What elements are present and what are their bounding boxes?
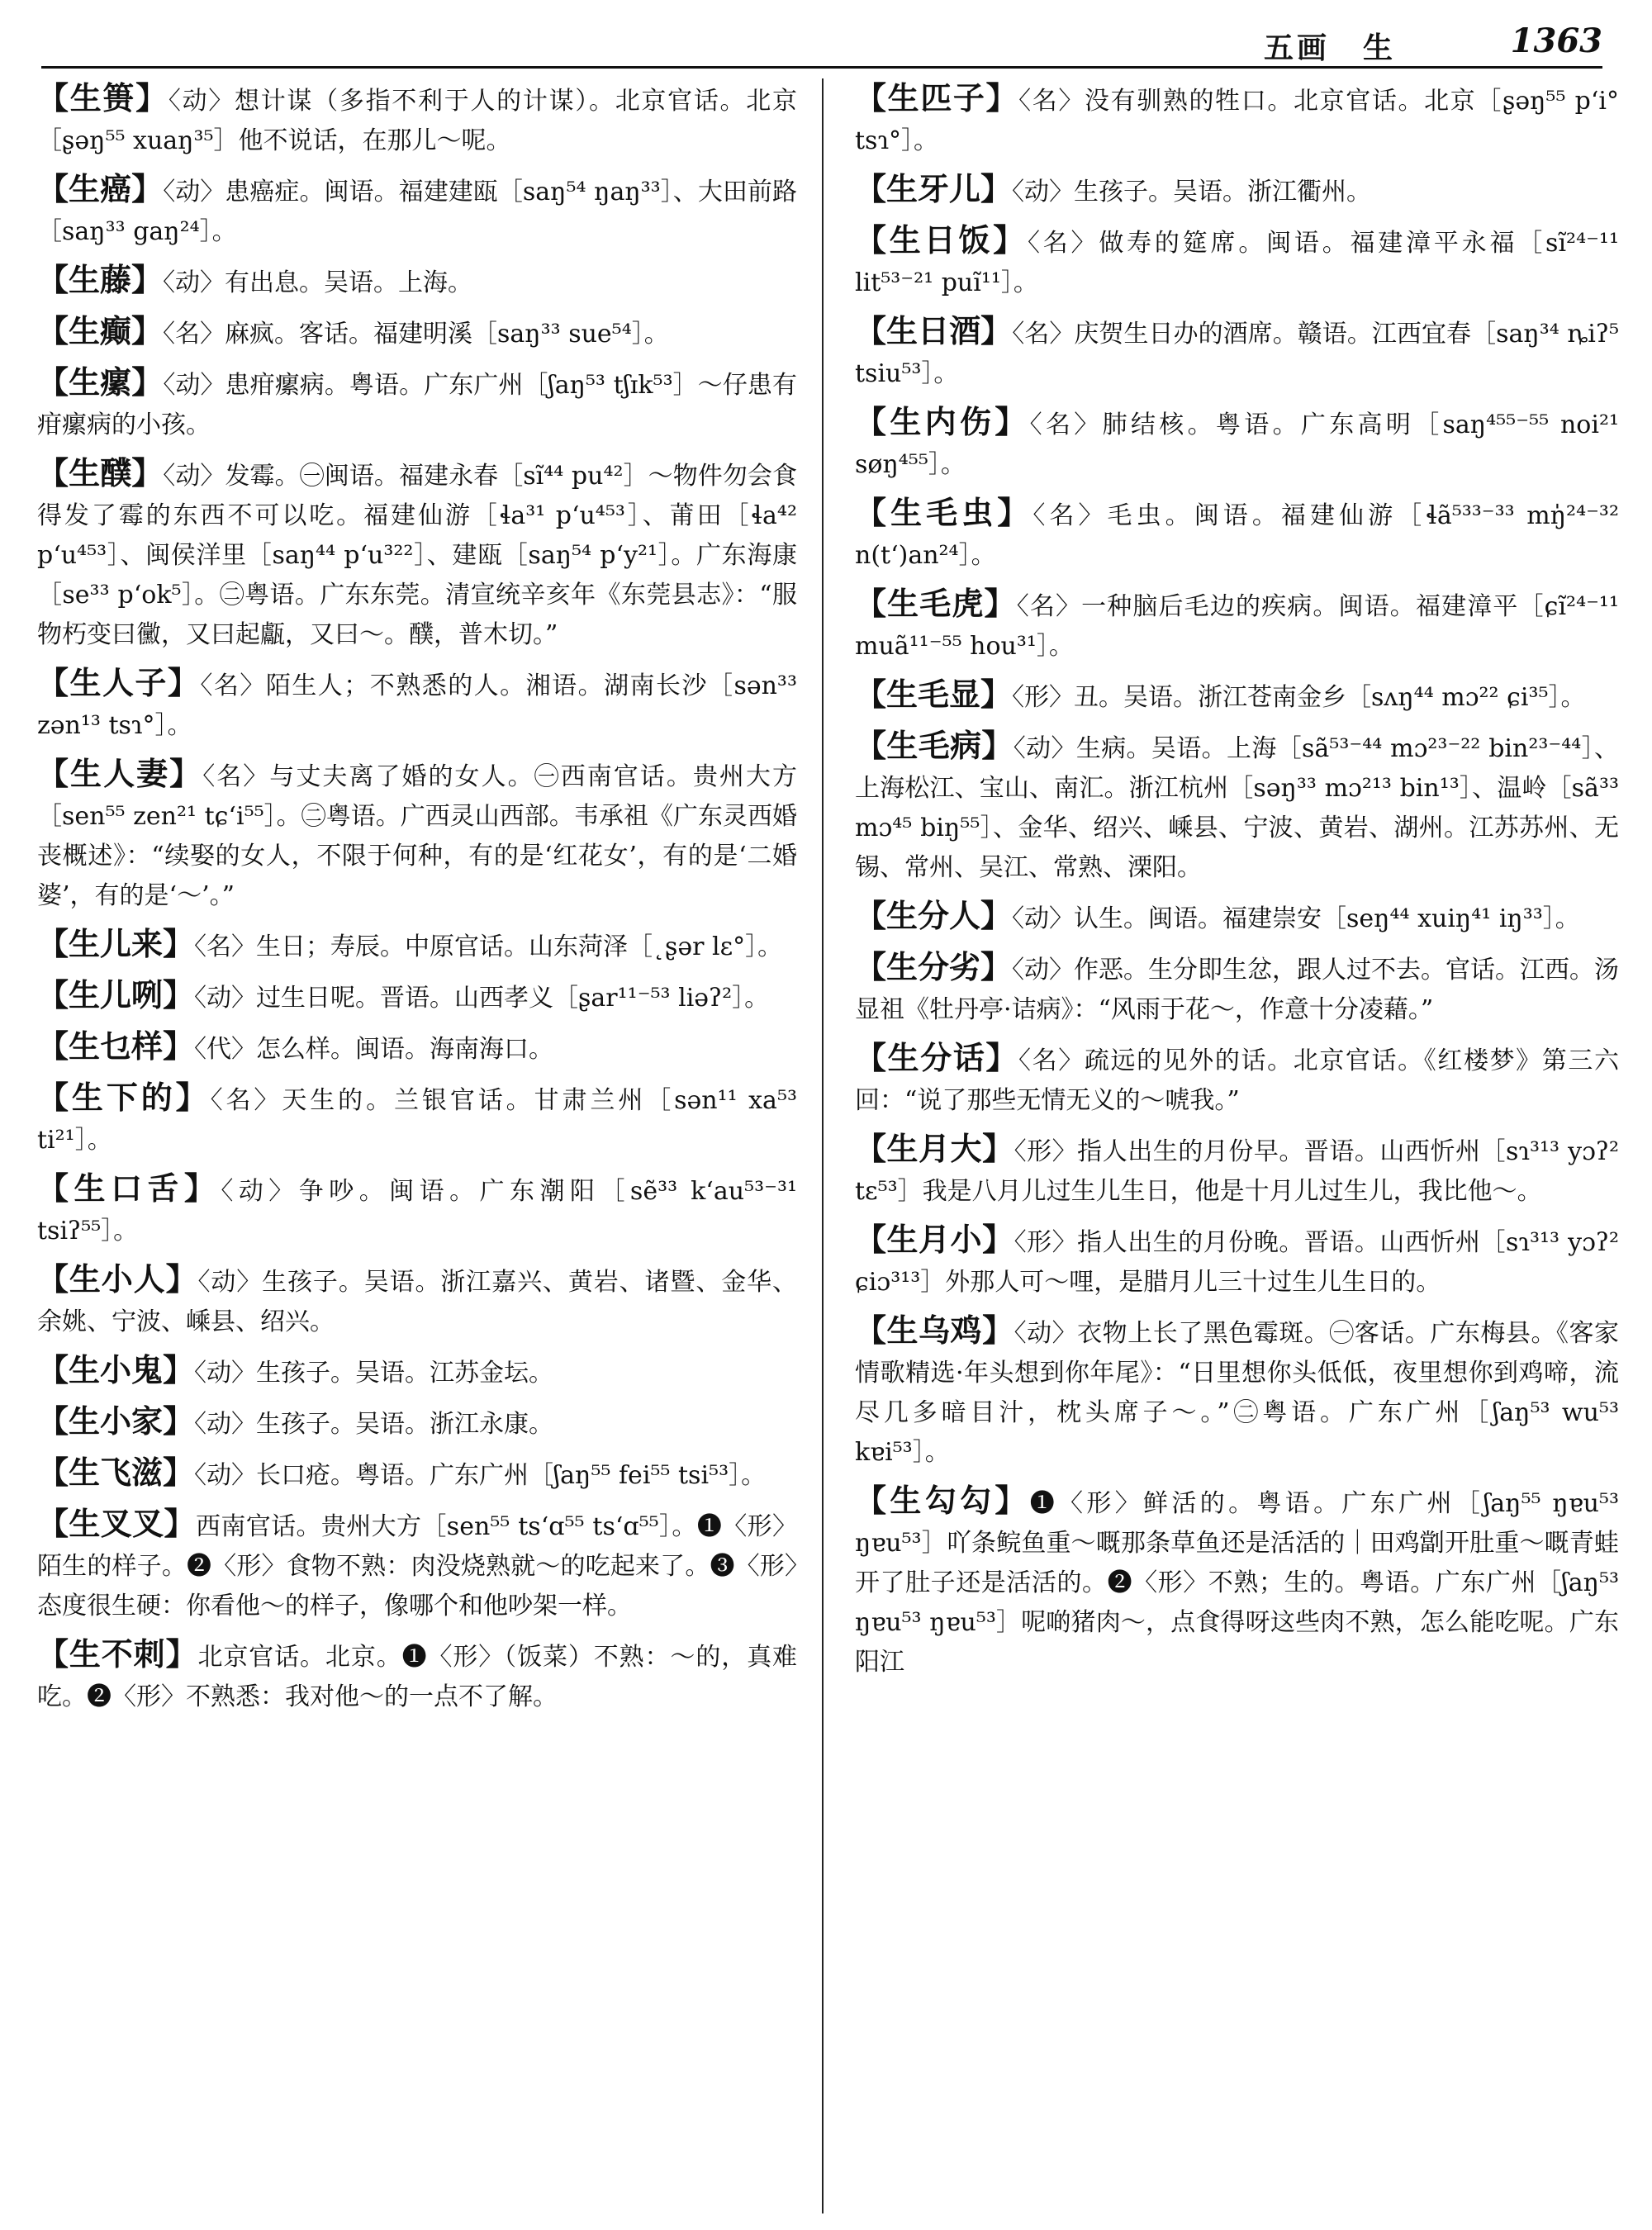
dictionary-entry [855, 1038, 1619, 1121]
dictionary-entry [855, 169, 1619, 212]
definition: 〈动〉患疳瘰病。粤语。广东广州［ʃaŋ⁵³ tʃɪk⁵³］～仔患有疳瘰病的小孩。 [37, 371, 797, 439]
headword: 【生毛显】 [855, 676, 1013, 713]
dictionary-entry [37, 1453, 797, 1496]
definition: 〈名〉麻疯。客话。福建明溪［saŋ³³ sue⁵⁴］。 [163, 320, 669, 349]
dictionary-entry [37, 1635, 797, 1717]
definition: 〈动〉生病。吴语。上海［sã⁵³⁻⁴⁴ mɔ²³⁻²² bin²³⁻⁴⁴］、上海松江、宝山、南汇。浙江杭州［səŋ³³ mɔ²¹³ bin¹³］、温岭［sã³³ mɔ⁴⁵ biŋ⁵⁵］、金华、绍兴、嵊县、宁波、黄岩、湖州。江苏苏州、无锡、常州、吴江、常熟、溧阳。 [855, 734, 1619, 882]
headword: 【生人妻】 [37, 756, 203, 792]
definition: 〈动〉有出息。吴语。上海。 [163, 268, 473, 297]
page-header [41, 17, 1602, 65]
definition: 〈名〉庆贺生日办的酒席。赣语。江西宜春［saŋ³⁴ ȵiʔ⁵ tsiu⁵³］。 [855, 320, 1619, 388]
headword: 【生儿咧】 [37, 977, 195, 1013]
definition: 〈名〉做寿的筵席。闽语。福建漳平永福［sĩ²⁴⁻¹¹ lit⁵³⁻²¹ puĩ¹¹］。 [855, 229, 1619, 297]
headword: 【生月小】 [855, 1222, 1014, 1258]
definition: 〈动〉长口疮。粤语。广东广州［ʃaŋ⁵⁵ fei⁵⁵ tsi⁵³］。 [194, 1461, 767, 1490]
dictionary-entry [37, 1350, 797, 1393]
definition: 〈动〉争吵。闽语。广东潮阳［sẽ³³ kʻau⁵³⁻³¹ tsiʔ⁵⁵］。 [37, 1177, 797, 1245]
dictionary-entry [37, 1260, 797, 1342]
definition: 〈名〉疏远的见外的话。北京官话。《红楼梦》第三六回：“说了那些无情无义的～唬我。” [855, 1046, 1619, 1115]
headword: 【生乜样】 [37, 1028, 195, 1065]
dictionary-entry [37, 453, 797, 655]
dictionary-entry [855, 1129, 1619, 1212]
headword: 【生日饭】 [855, 222, 1028, 259]
definition: 〈动〉生孩子。吴语。江苏金坛。 [194, 1359, 554, 1388]
dictionary-entry [855, 726, 1619, 888]
headword: 【生毛虫】 [855, 495, 1033, 531]
dictionary-entry [37, 78, 797, 161]
headword: 【生下的】 [37, 1079, 211, 1116]
dictionary-entry [37, 754, 797, 916]
headword: 【生分话】 [855, 1040, 1019, 1076]
definition: 〈名〉与丈夫离了婚的女人。㊀西南官话。贵州大方［sen⁵⁵ zen²¹ tɕʻi⁵⁵］。㊁粤语。广西灵山西部。韦承祖《广东灵西婚丧概述》：“续娶的女人，不限于何种，有的是‘红花女’，有的是‘二婚婆’，有的是‘～’。” [37, 762, 797, 910]
headword: 【生篑】 [37, 80, 169, 116]
headword: 【生癌】 [37, 171, 164, 207]
dictionary-entry [37, 924, 797, 967]
dictionary-entry [37, 363, 797, 445]
headword: 【生乌鸡】 [855, 1312, 1014, 1349]
dictionary-entry [855, 493, 1619, 576]
definition: 〈动〉过生日呢。晋语。山西孝义［ʂar¹¹⁻⁵³ liəʔ²］。 [194, 984, 770, 1013]
definition: 西南官话。贵州大方［sen⁵⁵ tsʻɑ⁵⁵ tsʻɑ⁵⁵］。❶〈形〉陌生的样子。❷〈形〉食物不熟：肉没烧熟就～的吃起来了。❸〈形〉态度很生硬：你看他～的样子，像哪个和他吵架一样。 [37, 1512, 797, 1620]
dictionary-entry [855, 1220, 1619, 1302]
section-label: 五画 生 [1263, 31, 1396, 65]
definition: 〈动〉生孩子。吴语。浙江衢州。 [1012, 178, 1372, 206]
headword: 【生儿来】 [37, 926, 195, 962]
dictionary-entry [37, 311, 797, 354]
headword: 【生不刺】 [37, 1636, 198, 1672]
dictionary-entry [37, 1169, 797, 1251]
dictionary-entry [855, 896, 1619, 939]
dictionary-entry [37, 169, 797, 252]
definition: 〈动〉发霉。㊀闽语。福建永春［sĩ⁴⁴ pu⁴²］～物件勿会食得发了霉的东西不可以吃。福建仙游［ɬa³¹ pʻu⁴⁵³］、莆田［ɬa⁴² pʻu⁴⁵³］、闽侯洋里［saŋ⁴⁴ pʻu³²²］、建瓯［saŋ⁵⁴ pʻy²¹］。广东海康［se³³ pʻok⁵］。㊁粤语。广东东莞。清宣统辛亥年《东莞县志》：“服物朽变曰黴，又曰起甗，又曰～。醭，普木切。” [37, 462, 797, 649]
dictionary-entry [37, 1402, 797, 1445]
headword: 【生匹子】 [855, 80, 1019, 116]
headword: 【生癫】 [37, 313, 164, 349]
page-number: 1363 [1510, 21, 1602, 60]
definition: 〈名〉毛虫。闽语。福建仙游［ɬã⁵³³⁻³³ mŋ̍²⁴⁻³² n(tʻ)an²⁴］。 [855, 501, 1619, 570]
headword: 【生分人】 [855, 898, 1013, 934]
column-divider [822, 78, 824, 2213]
headword: 【生醭】 [37, 455, 164, 491]
headword: 【生勾勾】 [855, 1483, 1030, 1519]
headword: 【生小家】 [37, 1403, 195, 1440]
headword: 【生内伤】 [855, 404, 1030, 440]
definition: 〈名〉生日；寿辰。中原官话。山东菏泽［˛ʂər lɛ°］。 [194, 932, 783, 961]
dictionary-entry [855, 78, 1619, 161]
dictionary-entry [855, 402, 1619, 485]
definition: 〈名〉没有驯熟的牲口。北京官话。北京［ʂəŋ⁵⁵ pʻi° tsɿ°］。 [855, 87, 1619, 155]
definition: 〈形〉指人出生的月份早。晋语。山西忻州［sɿ³¹³ yɔʔ² tɛ⁵³］我是八月儿过生儿生日，他是十月儿过生儿，我比他～。 [855, 1137, 1619, 1206]
dictionary-entry [855, 947, 1619, 1030]
headword: 【生小人】 [37, 1261, 198, 1298]
headword: 【生口舌】 [37, 1170, 221, 1207]
dictionary-entry [37, 260, 797, 303]
dictionary-entry [37, 1027, 797, 1070]
headword: 【生日酒】 [855, 313, 1013, 349]
headword: 【生人子】 [37, 665, 201, 701]
dictionary-entry [855, 221, 1619, 303]
definition: 〈动〉认生。闽语。福建崇安［seŋ⁴⁴ xuiŋ⁴¹ iŋ³³］。 [1012, 904, 1580, 933]
dictionary-entry [37, 1078, 797, 1160]
headword: 【生毛虎】 [855, 586, 1017, 622]
dictionary-entry [855, 675, 1619, 718]
definition: 〈动〉衣物上长了黑色霉斑。㊀客话。广东梅县。《客家情歌精选·年头想到你年尾》：“日里想你头低低，夜里想你到鸡啼，流尽几多暗目汁，枕头席子～。”㊁粤语。广东广州［ʃaŋ⁵³ wu⁵³ kɐi⁵³］。 [855, 1319, 1619, 1467]
definition: 〈名〉陌生人；不熟悉的人。湘语。湖南长沙［sən³³ zən¹³ tsɿ°］。 [37, 671, 797, 740]
dictionary-entry [855, 584, 1619, 667]
right-column [855, 78, 1619, 2213]
definition: 〈动〉生孩子。吴语。浙江嘉兴、黄岩、诸暨、金华、余姚、宁波、嵊县、绍兴。 [37, 1268, 797, 1336]
definition: 〈动〉作恶。生分即生忿，跟人过不去。官话。江西。汤显祖《牡丹亭·诘病》：“风雨于花～，作意十分凌藉。” [855, 956, 1619, 1024]
headword: 【生牙儿】 [855, 171, 1013, 207]
dictionary-entry [37, 1504, 797, 1626]
definition: 〈名〉一种脑后毛边的疾病。闽语。福建漳平［ɕĩ²⁴⁻¹¹ muã¹¹⁻⁵⁵ hou³¹］。 [855, 592, 1619, 661]
dictionary-entry [37, 663, 797, 746]
definition: 北京官话。北京。❶〈形〉（饭菜）不熟：～的，真难吃。❷〈形〉不熟悉：我对他～的一点不了解。 [37, 1643, 797, 1711]
definition: 〈名〉肺结核。粤语。广东高明［saŋ⁴⁵⁵⁻⁵⁵ noi²¹ søŋ⁴⁵⁵］。 [855, 410, 1619, 479]
header-rule [41, 66, 1602, 69]
definition: 〈动〉想计谋（多指不利于人的计谋）。北京官话。北京［ʂəŋ⁵⁵ xuaŋ³⁵］他不说话，在那儿～呢。 [37, 87, 797, 155]
dictionary-entry [855, 311, 1619, 394]
headword: 【生藤】 [37, 262, 164, 298]
definition: 〈代〉怎么样。闽语。海南海口。 [194, 1035, 554, 1064]
definition: 〈动〉生孩子。吴语。浙江永康。 [194, 1410, 554, 1439]
headword: 【生分劣】 [855, 949, 1013, 985]
definition: 〈名〉天生的。兰银官话。甘肃兰州［sən¹¹ xa⁵³ ti²¹］。 [37, 1086, 797, 1155]
definition: 〈形〉丑。吴语。浙江苍南金乡［sʌŋ⁴⁴ mɔ²² ɕi³⁵］。 [1012, 683, 1586, 712]
left-column [37, 78, 797, 2213]
headword: 【生瘰】 [37, 364, 164, 401]
definition: 〈动〉患癌症。闽语。福建建瓯［saŋ⁵⁴ ŋaŋ³³］、大田前路［saŋ³³ gaŋ²⁴］。 [37, 178, 797, 246]
dictionary-entry [855, 1311, 1619, 1473]
headword: 【生毛病】 [855, 728, 1014, 764]
dictionary-entry [855, 1481, 1619, 1682]
headword: 【生飞滋】 [37, 1454, 195, 1491]
definition: 〈形〉指人出生的月份晚。晋语。山西忻州［sɿ³¹³ yɔʔ² ɕiɔ³¹³］外那人可～哩，是腊月儿三十过生儿生日的。 [855, 1228, 1619, 1297]
dictionary-entry [37, 975, 797, 1018]
headword: 【生月大】 [855, 1131, 1014, 1167]
definition: ❶〈形〉鲜活的。粤语。广东广州［ʃaŋ⁵⁵ ŋɐu⁵³ ŋɐu⁵³］吖条鲩鱼重～嘅那条草鱼还是活活的｜田鸡劏开肚重～嘅青蛙开了肚子还是活活的。❷〈形〉不熟；生的。粤语。广东广州［ʃaŋ⁵³ ŋɐu⁵³ ŋɐu⁵³］呢啲猪肉～，点食得呀这些肉不熟，怎么能吃呢。广东阳江 [855, 1489, 1619, 1677]
headword: 【生叉叉】 [37, 1506, 196, 1542]
headword: 【生小鬼】 [37, 1352, 195, 1388]
